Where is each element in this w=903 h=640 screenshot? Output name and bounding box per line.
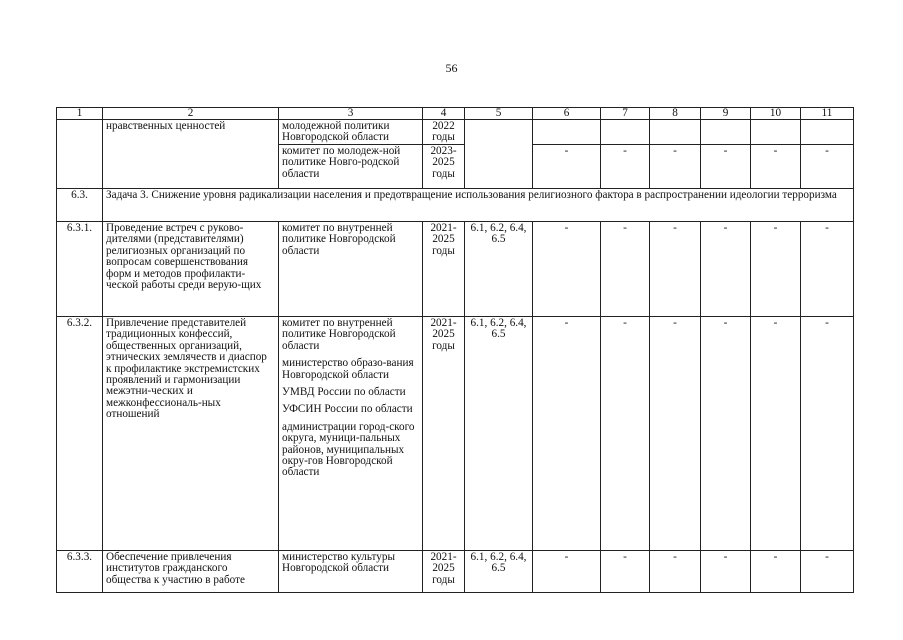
value-cell: -	[533, 222, 601, 317]
table-row	[57, 551, 854, 593]
table-row	[57, 222, 854, 317]
value-cell: -	[801, 551, 854, 593]
activity-cell: Привлечение представителей традиционных конфессий, общественных организаций, этнических землячеств и диаспор к профилактике экстремистских проявлений и гармонизации межэтни-ческих и межконфессиональ-ных отношений	[103, 317, 279, 551]
executor-item: УМВД России по области	[282, 386, 406, 399]
indicators-cell	[465, 120, 533, 189]
years-cell: 2022 годы	[423, 120, 465, 145]
row-number-cell: 6.3.1.	[57, 222, 103, 317]
value-cell: -	[701, 222, 751, 317]
task-row	[57, 189, 854, 222]
activities-table	[56, 107, 854, 593]
value-cell: -	[650, 317, 701, 551]
value-cell	[650, 120, 701, 145]
value-cell: -	[533, 145, 601, 189]
task-text: Задача 3. Снижение уровня радикализации населения и предотвращение использования религиозного фактора в распространении идеологии терроризма	[103, 189, 854, 222]
value-cell: -	[701, 317, 751, 551]
value-cell: -	[801, 317, 854, 551]
executor-cell	[279, 222, 423, 317]
executor-cell: молодежной политики Новгородской области	[279, 120, 423, 145]
value-cell: -	[801, 222, 854, 317]
value-cell: -	[751, 145, 801, 189]
value-cell	[601, 120, 650, 145]
value-cell: -	[801, 145, 854, 189]
executor-cell: комитет по молодеж-ной политике Новго-родской области	[279, 145, 423, 189]
executor-item: министерство образо-вания Новгородской области	[282, 357, 414, 381]
executor-item: УФСИН России по области	[282, 403, 413, 416]
executor-item: администрации город-ского округа, муници-пальных районов, муниципальных окру-гов Новгородской области	[282, 420, 415, 479]
value-cell: -	[601, 551, 650, 593]
indicators-cell: 6.1, 6.2, 6.4, 6.5	[465, 317, 533, 551]
column-header-1: 1	[57, 108, 103, 120]
years-cell: 2021-2025 годы	[423, 317, 465, 551]
executor-item: комитет по внутренней политике Новгородской области	[282, 317, 396, 352]
column-header-10: 10	[751, 108, 801, 120]
table-row	[57, 317, 854, 551]
value-cell	[751, 120, 801, 145]
activity-cell: Обеспечение привлечения институтов гражданского общества к участию в работе	[103, 551, 279, 593]
column-header-5: 5	[465, 108, 533, 120]
years-cell: 2023-2025 годы	[423, 145, 465, 189]
value-cell: -	[701, 551, 751, 593]
value-cell	[701, 120, 751, 145]
value-cell: -	[533, 551, 601, 593]
header-row	[57, 108, 854, 120]
years-cell: 2021-2025 годы	[423, 222, 465, 317]
column-header-3: 3	[279, 108, 423, 120]
column-header-7: 7	[601, 108, 650, 120]
value-cell: -	[601, 145, 650, 189]
page-number: 56	[445, 61, 458, 75]
value-cell	[533, 120, 601, 145]
value-cell: -	[701, 145, 751, 189]
value-cell: -	[533, 317, 601, 551]
column-header-4: 4	[423, 108, 465, 120]
row-number-cell	[57, 120, 103, 189]
row-number-cell: 6.3.3.	[57, 551, 103, 593]
executor-item: министерство культуры Новгородской области	[282, 551, 395, 575]
indicators-cell: 6.1, 6.2, 6.4, 6.5	[465, 222, 533, 317]
row-number-cell: 6.3.2.	[57, 317, 103, 551]
column-header-9: 9	[701, 108, 751, 120]
column-header-2: 2	[103, 108, 279, 120]
value-cell: -	[650, 145, 701, 189]
value-cell: -	[650, 551, 701, 593]
task-number: 6.3.	[57, 189, 103, 222]
value-cell: -	[601, 317, 650, 551]
activity-cell: Проведение встреч с руково-дителями (представителями) религиозных организаций по вопросам совершенствования форм и методов профилакти-ческой работы среди верую-щих	[103, 222, 279, 317]
activity-cell: нравственных ценностей	[103, 120, 279, 189]
value-cell	[801, 120, 854, 145]
column-header-8: 8	[650, 108, 701, 120]
column-header-11: 11	[801, 108, 854, 120]
value-cell: -	[650, 222, 701, 317]
indicators-cell: 6.1, 6.2, 6.4, 6.5	[465, 551, 533, 593]
value-cell: -	[601, 222, 650, 317]
value-cell: -	[751, 222, 801, 317]
value-cell: -	[751, 317, 801, 551]
table-row	[57, 120, 854, 145]
executor-cell	[279, 317, 423, 551]
years-cell: 2021-2025 годы	[423, 551, 465, 593]
value-cell: -	[751, 551, 801, 593]
executor-cell	[279, 551, 423, 593]
column-header-6: 6	[533, 108, 601, 120]
executor-item: комитет по внутренней политике Новгородской области	[282, 222, 396, 257]
